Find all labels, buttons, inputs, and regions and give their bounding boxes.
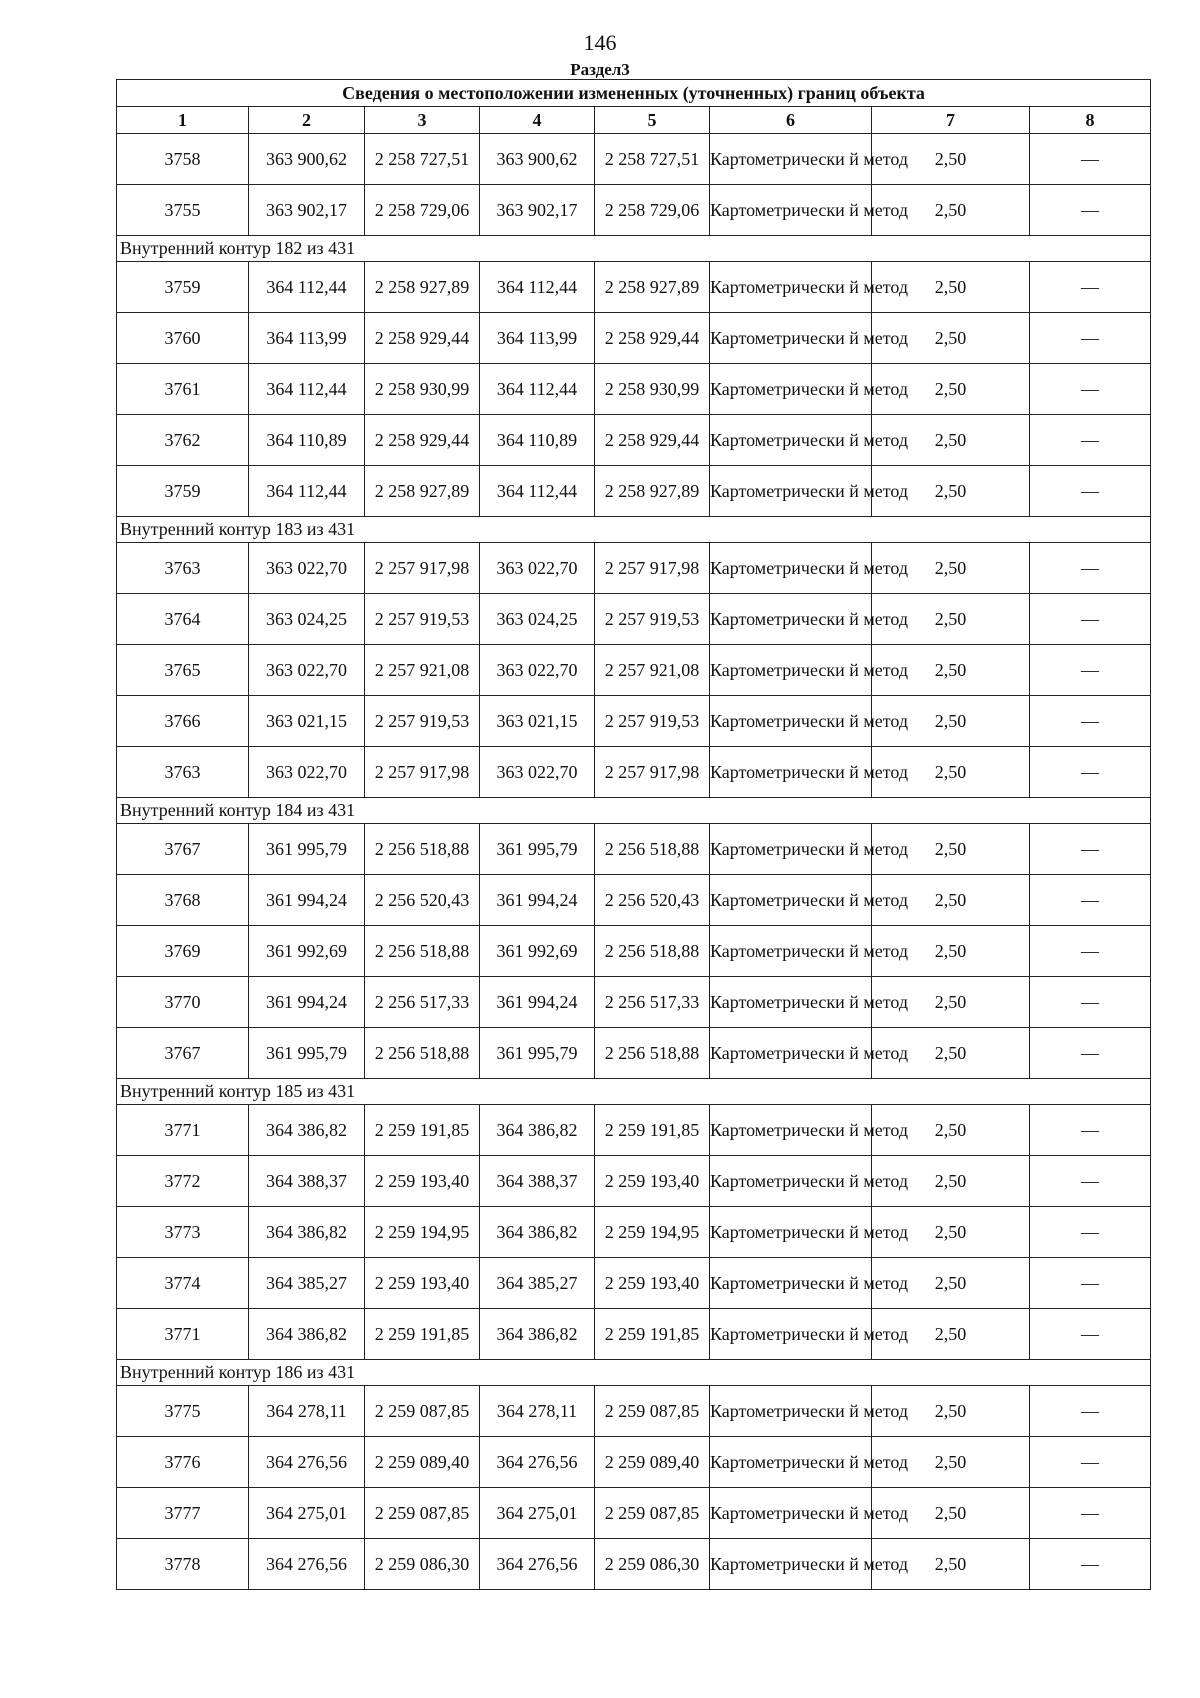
- x-refined-cell: 364 278,11: [480, 1386, 595, 1437]
- table-row: [117, 313, 1151, 364]
- y-existing-cell: 2 256 518,88: [365, 1028, 480, 1079]
- description-cell: —: [1030, 1105, 1151, 1156]
- point-number-cell: 3776: [117, 1437, 249, 1488]
- accuracy-cell: 2,50: [872, 1105, 1030, 1156]
- x-refined-cell: 364 386,82: [480, 1105, 595, 1156]
- column-number-row: [117, 107, 1151, 134]
- x-existing-cell: 364 110,89: [249, 415, 365, 466]
- accuracy-cell: 2,50: [872, 1386, 1030, 1437]
- point-number-cell: 3774: [117, 1258, 249, 1309]
- accuracy-cell: 2,50: [872, 1156, 1030, 1207]
- x-existing-cell: 363 024,25: [249, 594, 365, 645]
- description-cell: —: [1030, 1488, 1151, 1539]
- table-caption-row: [117, 80, 1151, 107]
- x-existing-cell: 363 022,70: [249, 747, 365, 798]
- point-number-cell: 3767: [117, 824, 249, 875]
- table-row: [117, 696, 1151, 747]
- method-cell: Картометрически й метод: [710, 1258, 872, 1309]
- section-title: Раздел3: [570, 60, 630, 79]
- method-cell: Картометрически й метод: [710, 313, 872, 364]
- table-caption: Сведения о местоположении измененных (уточненных) границ объекта: [117, 80, 1151, 107]
- description-cell: —: [1030, 364, 1151, 415]
- x-existing-cell: 364 388,37: [249, 1156, 365, 1207]
- description-cell: —: [1030, 466, 1151, 517]
- y-refined-cell: 2 257 917,98: [595, 747, 710, 798]
- y-refined-cell: 2 259 087,85: [595, 1488, 710, 1539]
- table-row: [117, 977, 1151, 1028]
- accuracy-cell: 2,50: [872, 1539, 1030, 1590]
- y-existing-cell: 2 259 193,40: [365, 1156, 480, 1207]
- y-existing-cell: 2 256 520,43: [365, 875, 480, 926]
- method-cell: Картометрически й метод: [710, 645, 872, 696]
- y-refined-cell: 2 257 921,08: [595, 645, 710, 696]
- column-header: 2: [249, 107, 365, 134]
- y-refined-cell: 2 259 086,30: [595, 1539, 710, 1590]
- x-refined-cell: 361 994,24: [480, 875, 595, 926]
- point-number-cell: 3764: [117, 594, 249, 645]
- y-existing-cell: 2 259 086,30: [365, 1539, 480, 1590]
- x-existing-cell: 364 112,44: [249, 364, 365, 415]
- y-existing-cell: 2 259 191,85: [365, 1309, 480, 1360]
- method-cell: Картометрически й метод: [710, 1539, 872, 1590]
- y-existing-cell: 2 256 518,88: [365, 824, 480, 875]
- y-refined-cell: 2 258 930,99: [595, 364, 710, 415]
- x-refined-cell: 364 386,82: [480, 1309, 595, 1360]
- point-number-cell: 3759: [117, 466, 249, 517]
- y-refined-cell: 2 257 917,98: [595, 543, 710, 594]
- method-cell: Картометрически й метод: [710, 364, 872, 415]
- method-cell: Картометрически й метод: [710, 977, 872, 1028]
- table-row: [117, 466, 1151, 517]
- accuracy-cell: 2,50: [872, 466, 1030, 517]
- y-refined-cell: 2 256 518,88: [595, 824, 710, 875]
- x-existing-cell: 361 995,79: [249, 1028, 365, 1079]
- method-cell: Картометрически й метод: [710, 926, 872, 977]
- point-number-cell: 3775: [117, 1386, 249, 1437]
- y-existing-cell: 2 257 921,08: [365, 645, 480, 696]
- x-existing-cell: 363 900,62: [249, 134, 365, 185]
- x-existing-cell: 364 386,82: [249, 1105, 365, 1156]
- table-row: [117, 134, 1151, 185]
- x-refined-cell: 363 900,62: [480, 134, 595, 185]
- method-cell: Картометрически й метод: [710, 1488, 872, 1539]
- x-refined-cell: 361 995,79: [480, 824, 595, 875]
- x-existing-cell: 361 994,24: [249, 977, 365, 1028]
- table-row: [117, 1105, 1151, 1156]
- x-existing-cell: 363 022,70: [249, 543, 365, 594]
- description-cell: —: [1030, 262, 1151, 313]
- point-number-cell: 3768: [117, 875, 249, 926]
- x-refined-cell: 361 994,24: [480, 977, 595, 1028]
- page-number: 146: [583, 30, 617, 55]
- y-existing-cell: 2 258 927,89: [365, 466, 480, 517]
- y-existing-cell: 2 257 917,98: [365, 747, 480, 798]
- y-existing-cell: 2 258 929,44: [365, 313, 480, 364]
- point-number-cell: 3769: [117, 926, 249, 977]
- contour-header-row: [117, 517, 1151, 543]
- accuracy-cell: 2,50: [872, 543, 1030, 594]
- point-number-cell: 3761: [117, 364, 249, 415]
- y-existing-cell: 2 259 191,85: [365, 1105, 480, 1156]
- y-existing-cell: 2 259 087,85: [365, 1488, 480, 1539]
- description-cell: —: [1030, 1156, 1151, 1207]
- accuracy-cell: 2,50: [872, 926, 1030, 977]
- y-existing-cell: 2 258 729,06: [365, 185, 480, 236]
- accuracy-cell: 2,50: [872, 415, 1030, 466]
- x-existing-cell: 361 992,69: [249, 926, 365, 977]
- contour-label: Внутренний контур 182 из 431: [117, 236, 1151, 262]
- y-refined-cell: 2 259 087,85: [595, 1386, 710, 1437]
- method-cell: Картометрически й метод: [710, 1437, 872, 1488]
- y-refined-cell: 2 258 927,89: [595, 262, 710, 313]
- x-refined-cell: 364 110,89: [480, 415, 595, 466]
- description-cell: —: [1030, 1028, 1151, 1079]
- method-cell: Картометрически й метод: [710, 185, 872, 236]
- y-refined-cell: 2 257 919,53: [595, 594, 710, 645]
- contour-header-row: [117, 236, 1151, 262]
- y-existing-cell: 2 259 193,40: [365, 1258, 480, 1309]
- accuracy-cell: 2,50: [872, 262, 1030, 313]
- y-refined-cell: 2 259 191,85: [595, 1105, 710, 1156]
- description-cell: —: [1030, 824, 1151, 875]
- method-cell: Картометрически й метод: [710, 134, 872, 185]
- method-cell: Картометрически й метод: [710, 415, 872, 466]
- point-number-cell: 3773: [117, 1207, 249, 1258]
- x-refined-cell: 364 112,44: [480, 262, 595, 313]
- description-cell: —: [1030, 977, 1151, 1028]
- description-cell: —: [1030, 1207, 1151, 1258]
- description-cell: —: [1030, 875, 1151, 926]
- contour-header-row: [117, 1079, 1151, 1105]
- method-cell: Картометрически й метод: [710, 1028, 872, 1079]
- x-existing-cell: 364 112,44: [249, 262, 365, 313]
- description-cell: —: [1030, 1309, 1151, 1360]
- y-refined-cell: 2 256 520,43: [595, 875, 710, 926]
- table-row: [117, 1028, 1151, 1079]
- y-refined-cell: 2 259 194,95: [595, 1207, 710, 1258]
- column-header: 3: [365, 107, 480, 134]
- x-refined-cell: 364 388,37: [480, 1156, 595, 1207]
- method-cell: Картометрически й метод: [710, 747, 872, 798]
- x-refined-cell: 364 276,56: [480, 1437, 595, 1488]
- y-refined-cell: 2 259 193,40: [595, 1156, 710, 1207]
- x-refined-cell: 361 992,69: [480, 926, 595, 977]
- point-number-cell: 3778: [117, 1539, 249, 1590]
- accuracy-cell: 2,50: [872, 824, 1030, 875]
- x-existing-cell: 361 995,79: [249, 824, 365, 875]
- table-row: [117, 926, 1151, 977]
- x-refined-cell: 364 276,56: [480, 1539, 595, 1590]
- table-row: [117, 1539, 1151, 1590]
- column-header: 7: [872, 107, 1030, 134]
- point-number-cell: 3763: [117, 543, 249, 594]
- table-row: [117, 262, 1151, 313]
- y-refined-cell: 2 259 193,40: [595, 1258, 710, 1309]
- x-refined-cell: 363 022,70: [480, 747, 595, 798]
- y-refined-cell: 2 258 929,44: [595, 415, 710, 466]
- table-row: [117, 747, 1151, 798]
- description-cell: —: [1030, 1437, 1151, 1488]
- y-refined-cell: 2 257 919,53: [595, 696, 710, 747]
- point-number-cell: 3765: [117, 645, 249, 696]
- x-existing-cell: 364 385,27: [249, 1258, 365, 1309]
- x-refined-cell: 364 386,82: [480, 1207, 595, 1258]
- table-row: [117, 1437, 1151, 1488]
- x-existing-cell: 364 386,82: [249, 1207, 365, 1258]
- accuracy-cell: 2,50: [872, 313, 1030, 364]
- description-cell: —: [1030, 185, 1151, 236]
- y-existing-cell: 2 259 089,40: [365, 1437, 480, 1488]
- description-cell: —: [1030, 645, 1151, 696]
- y-refined-cell: 2 259 089,40: [595, 1437, 710, 1488]
- table-row: [117, 543, 1151, 594]
- table-row: [117, 1386, 1151, 1437]
- accuracy-cell: 2,50: [872, 747, 1030, 798]
- boundary-table-container: [116, 79, 1150, 1590]
- y-existing-cell: 2 256 517,33: [365, 977, 480, 1028]
- description-cell: —: [1030, 696, 1151, 747]
- accuracy-cell: 2,50: [872, 977, 1030, 1028]
- description-cell: —: [1030, 1386, 1151, 1437]
- point-number-cell: 3763: [117, 747, 249, 798]
- y-existing-cell: 2 258 929,44: [365, 415, 480, 466]
- point-number-cell: 3755: [117, 185, 249, 236]
- y-refined-cell: 2 258 729,06: [595, 185, 710, 236]
- point-number-cell: 3760: [117, 313, 249, 364]
- x-refined-cell: 363 024,25: [480, 594, 595, 645]
- method-cell: Картометрически й метод: [710, 1156, 872, 1207]
- method-cell: Картометрически й метод: [710, 696, 872, 747]
- column-header: 5: [595, 107, 710, 134]
- x-existing-cell: 364 276,56: [249, 1437, 365, 1488]
- column-header: 8: [1030, 107, 1151, 134]
- point-number-cell: 3758: [117, 134, 249, 185]
- x-existing-cell: 364 276,56: [249, 1539, 365, 1590]
- method-cell: Картометрически й метод: [710, 594, 872, 645]
- y-existing-cell: 2 257 917,98: [365, 543, 480, 594]
- method-cell: Картометрически й метод: [710, 1386, 872, 1437]
- method-cell: Картометрически й метод: [710, 543, 872, 594]
- accuracy-cell: 2,50: [872, 875, 1030, 926]
- x-refined-cell: 363 022,70: [480, 543, 595, 594]
- x-refined-cell: 364 113,99: [480, 313, 595, 364]
- table-body: [117, 134, 1151, 1590]
- accuracy-cell: 2,50: [872, 364, 1030, 415]
- table-row: [117, 824, 1151, 875]
- table-row: [117, 364, 1151, 415]
- y-existing-cell: 2 258 727,51: [365, 134, 480, 185]
- accuracy-cell: 2,50: [872, 1437, 1030, 1488]
- accuracy-cell: 2,50: [872, 1258, 1030, 1309]
- accuracy-cell: 2,50: [872, 1488, 1030, 1539]
- x-refined-cell: 364 385,27: [480, 1258, 595, 1309]
- y-refined-cell: 2 258 929,44: [595, 313, 710, 364]
- point-number-cell: 3767: [117, 1028, 249, 1079]
- contour-label: Внутренний контур 186 из 431: [117, 1360, 1151, 1386]
- method-cell: Картометрически й метод: [710, 262, 872, 313]
- description-cell: —: [1030, 594, 1151, 645]
- method-cell: Картометрически й метод: [710, 824, 872, 875]
- table-row: [117, 1207, 1151, 1258]
- method-cell: Картометрически й метод: [710, 466, 872, 517]
- point-number-cell: 3777: [117, 1488, 249, 1539]
- table-row: [117, 875, 1151, 926]
- method-cell: Картометрически й метод: [710, 1309, 872, 1360]
- x-existing-cell: 361 994,24: [249, 875, 365, 926]
- table-row: [117, 1156, 1151, 1207]
- accuracy-cell: 2,50: [872, 645, 1030, 696]
- y-existing-cell: 2 258 927,89: [365, 262, 480, 313]
- x-refined-cell: 363 022,70: [480, 645, 595, 696]
- x-existing-cell: 364 275,01: [249, 1488, 365, 1539]
- x-existing-cell: 364 112,44: [249, 466, 365, 517]
- column-header: 1: [117, 107, 249, 134]
- y-existing-cell: 2 257 919,53: [365, 696, 480, 747]
- description-cell: —: [1030, 313, 1151, 364]
- y-refined-cell: 2 259 191,85: [595, 1309, 710, 1360]
- point-number-cell: 3766: [117, 696, 249, 747]
- method-cell: Картометрически й метод: [710, 1207, 872, 1258]
- y-existing-cell: 2 259 087,85: [365, 1386, 480, 1437]
- y-existing-cell: 2 258 930,99: [365, 364, 480, 415]
- table-row: [117, 645, 1151, 696]
- description-cell: —: [1030, 747, 1151, 798]
- x-existing-cell: 364 278,11: [249, 1386, 365, 1437]
- contour-label: Внутренний контур 183 из 431: [117, 517, 1151, 543]
- accuracy-cell: 2,50: [872, 1028, 1030, 1079]
- method-cell: Картометрически й метод: [710, 875, 872, 926]
- column-header: 6: [710, 107, 872, 134]
- accuracy-cell: 2,50: [872, 1309, 1030, 1360]
- description-cell: —: [1030, 134, 1151, 185]
- y-refined-cell: 2 256 517,33: [595, 977, 710, 1028]
- x-existing-cell: 363 022,70: [249, 645, 365, 696]
- contour-label: Внутренний контур 184 из 431: [117, 798, 1151, 824]
- y-existing-cell: 2 257 919,53: [365, 594, 480, 645]
- accuracy-cell: 2,50: [872, 134, 1030, 185]
- point-number-cell: 3770: [117, 977, 249, 1028]
- x-refined-cell: 361 995,79: [480, 1028, 595, 1079]
- table-row: [117, 1258, 1151, 1309]
- point-number-cell: 3771: [117, 1309, 249, 1360]
- y-existing-cell: 2 259 194,95: [365, 1207, 480, 1258]
- description-cell: —: [1030, 1258, 1151, 1309]
- contour-header-row: [117, 798, 1151, 824]
- y-refined-cell: 2 256 518,88: [595, 1028, 710, 1079]
- y-refined-cell: 2 256 518,88: [595, 926, 710, 977]
- y-refined-cell: 2 258 727,51: [595, 134, 710, 185]
- column-header: 4: [480, 107, 595, 134]
- y-refined-cell: 2 258 927,89: [595, 466, 710, 517]
- point-number-cell: 3772: [117, 1156, 249, 1207]
- description-cell: —: [1030, 543, 1151, 594]
- x-refined-cell: 364 275,01: [480, 1488, 595, 1539]
- table-row: [117, 415, 1151, 466]
- x-existing-cell: 363 021,15: [249, 696, 365, 747]
- contour-header-row: [117, 1360, 1151, 1386]
- method-cell: Картометрически й метод: [710, 1105, 872, 1156]
- point-number-cell: 3759: [117, 262, 249, 313]
- x-refined-cell: 363 902,17: [480, 185, 595, 236]
- x-refined-cell: 363 021,15: [480, 696, 595, 747]
- x-existing-cell: 364 386,82: [249, 1309, 365, 1360]
- x-existing-cell: 363 902,17: [249, 185, 365, 236]
- table-row: [117, 185, 1151, 236]
- boundary-coordinates-table: [116, 79, 1151, 1590]
- accuracy-cell: 2,50: [872, 1207, 1030, 1258]
- description-cell: —: [1030, 1539, 1151, 1590]
- y-existing-cell: 2 256 518,88: [365, 926, 480, 977]
- x-refined-cell: 364 112,44: [480, 364, 595, 415]
- table-row: [117, 1488, 1151, 1539]
- table-row: [117, 594, 1151, 645]
- x-existing-cell: 364 113,99: [249, 313, 365, 364]
- contour-label: Внутренний контур 185 из 431: [117, 1079, 1151, 1105]
- accuracy-cell: 2,50: [872, 594, 1030, 645]
- accuracy-cell: 2,50: [872, 696, 1030, 747]
- x-refined-cell: 364 112,44: [480, 466, 595, 517]
- description-cell: —: [1030, 415, 1151, 466]
- accuracy-cell: 2,50: [872, 185, 1030, 236]
- description-cell: —: [1030, 926, 1151, 977]
- table-row: [117, 1309, 1151, 1360]
- point-number-cell: 3762: [117, 415, 249, 466]
- point-number-cell: 3771: [117, 1105, 249, 1156]
